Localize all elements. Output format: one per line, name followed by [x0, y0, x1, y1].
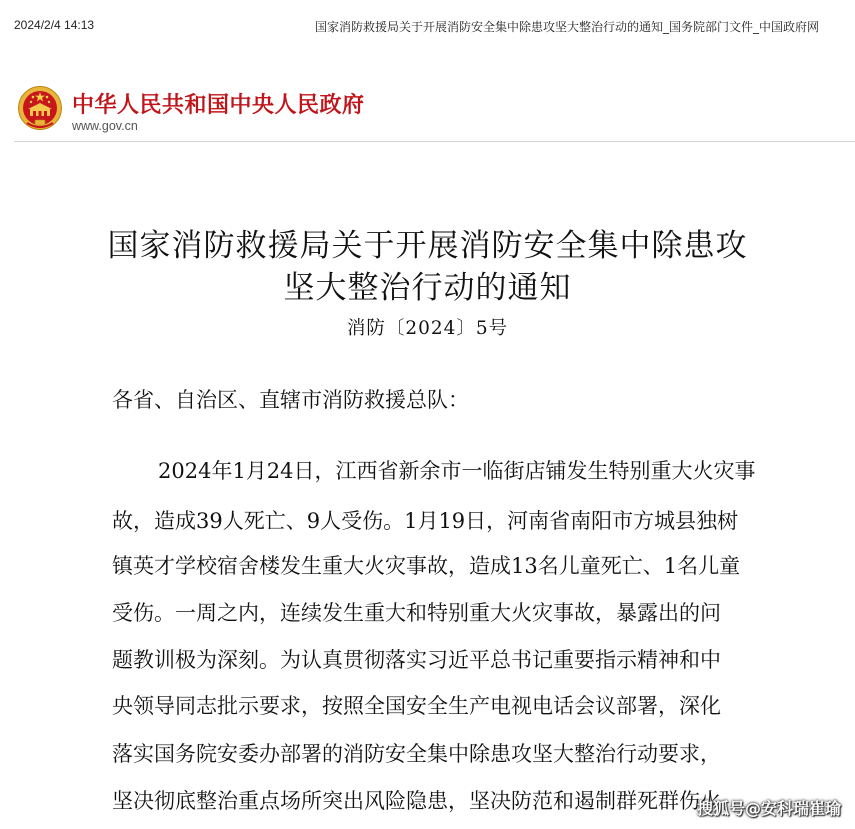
print-datetime: 2024/2/4 14:13 — [14, 18, 95, 32]
body-line: 故，造成39人死亡、9人受伤。1月19日，河南省南阳市方城县独树 — [112, 509, 739, 533]
site-url[interactable]: www.gov.cn — [72, 119, 138, 133]
body-line: 题教训极为深刻。为认真贯彻落实习近平总书记重要指示精神和中 — [112, 648, 721, 672]
national-emblem-graphic — [17, 85, 63, 131]
document-addressee: 各省、自治区、直辖市消防救援总队： — [112, 388, 469, 412]
print-page-title: 国家消防救援局关于开展消防安全集中除患攻坚大整治行动的通知_国务院部门文件_中国政府网 — [314, 20, 819, 34]
body-line: 坚决彻底整治重点场所突出风险隐患，坚决防范和遏制群死群伤火 — [112, 789, 721, 813]
document-title-line-2: 坚大整治行动的通知 — [283, 270, 572, 306]
body-line: 落实国务院安委办部署的消防安全集中除患攻坚大整治行动要求， — [112, 742, 721, 766]
watermark: 搜狐号@安科瑞崔瑜 — [696, 799, 841, 818]
site-name[interactable]: 中华人民共和国中央人民政府 — [72, 93, 365, 118]
document-title-line-1: 国家消防救援局关于开展消防安全集中除患攻 — [107, 228, 748, 264]
body-line: 2024年1月24日，江西省新余市一临街店铺发生特别重大火灾事 — [158, 459, 756, 483]
body-line: 央领导同志批示要求，按照全国安全生产电视电话会议部署，深化 — [112, 694, 721, 718]
document-number: 消防〔2024〕5号 — [346, 318, 509, 339]
header-divider — [14, 141, 855, 142]
body-line: 镇英才学校宿舍楼发生重大火灾事故，造成13名儿童死亡、1名儿童 — [112, 554, 741, 578]
body-line: 受伤。一周之内，连续发生重大和特别重大火灾事故，暴露出的问 — [112, 601, 721, 625]
national-emblem-icon[interactable] — [17, 85, 63, 131]
